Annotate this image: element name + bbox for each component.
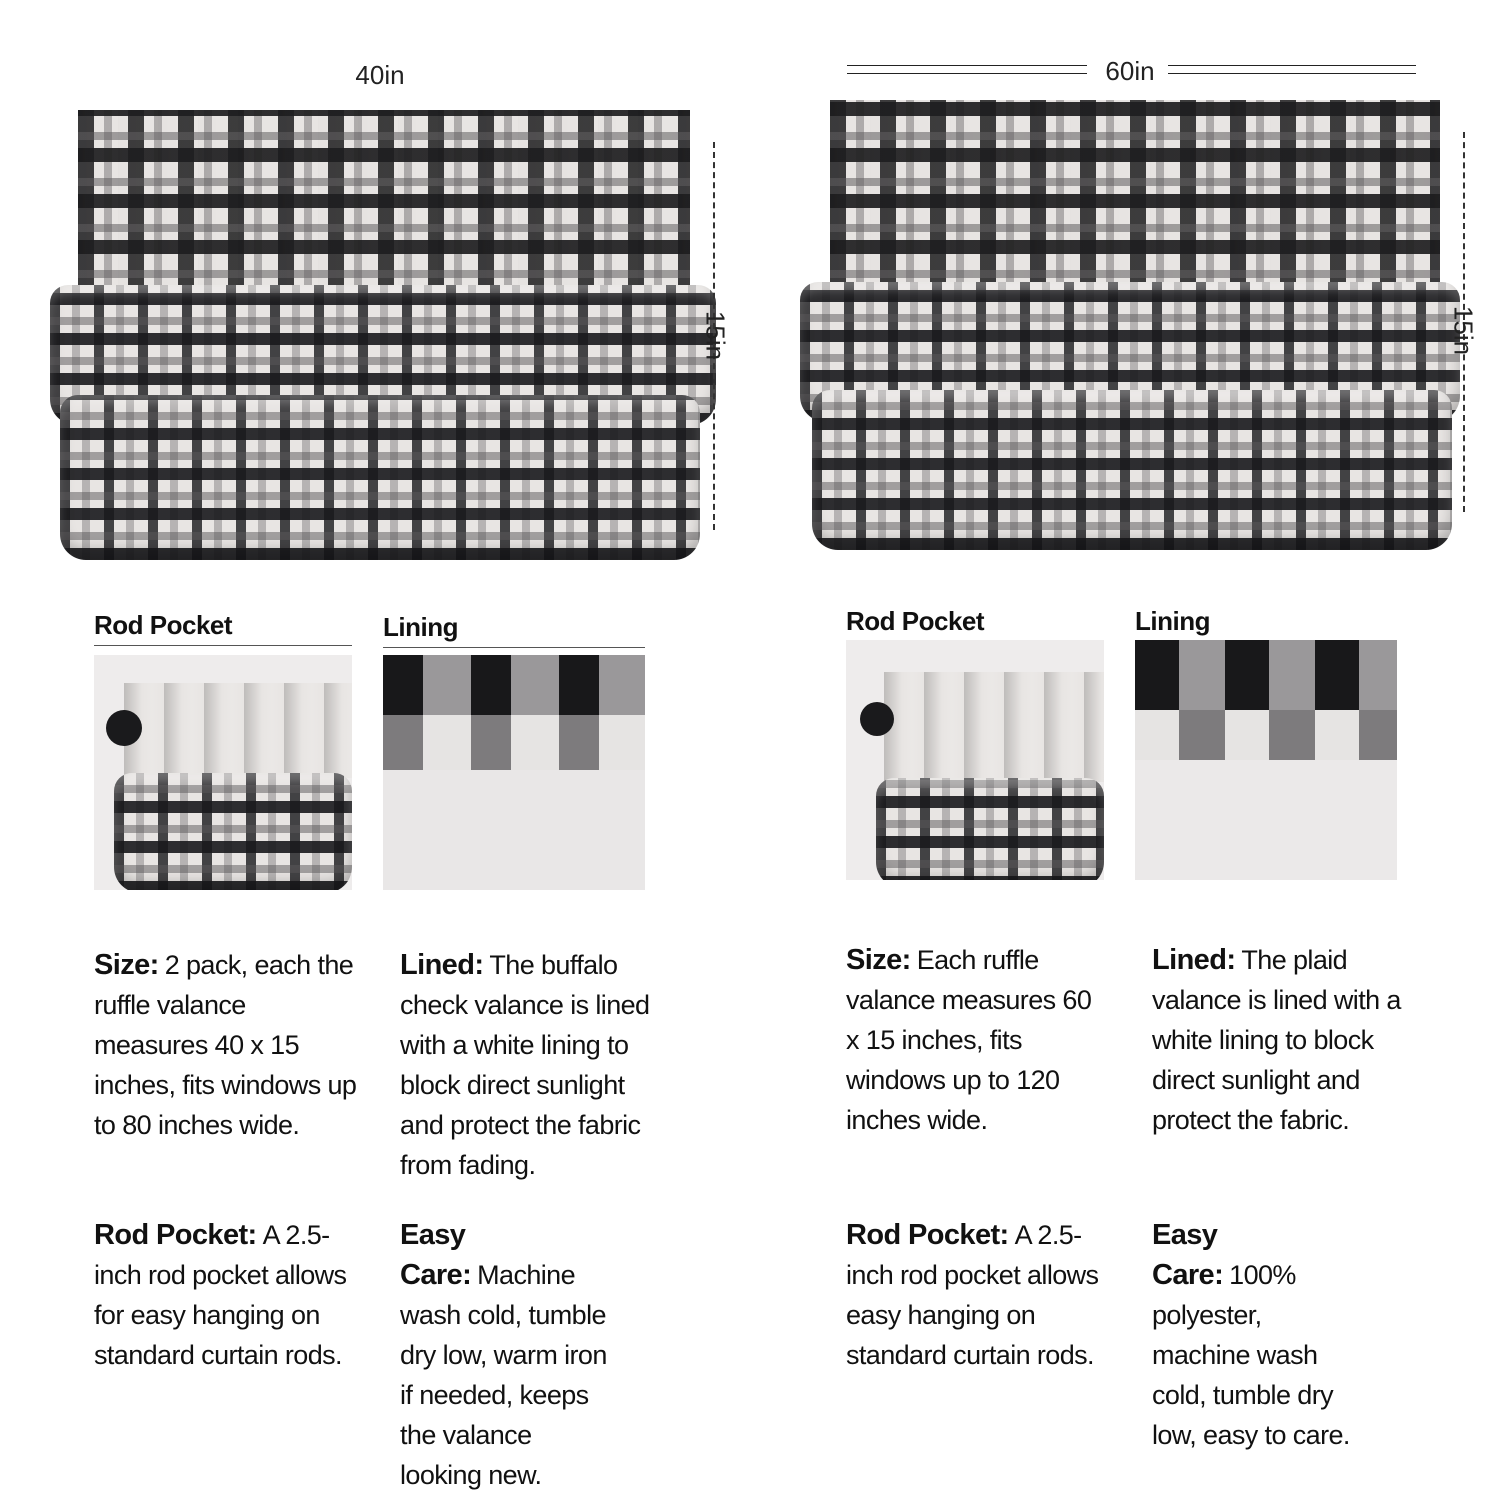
left-detail-label-lining: Lining	[383, 612, 458, 642]
rod-pocket-photo-fabric	[124, 683, 352, 778]
left-detail-rule-1	[94, 645, 352, 646]
feature-title: Rod Pocket:	[846, 1219, 1009, 1251]
right-feature-rod-pocket	[846, 1215, 1106, 1375]
rod-end-knob-icon	[106, 710, 142, 746]
left-detail-rule-2	[383, 647, 645, 648]
feature-body: 2 pack, each the ruffle valance measures 40 x 15 inches, fits windows up to 80 inches wide.	[94, 950, 357, 1140]
left-valance-body-pattern	[78, 110, 690, 300]
left-feature-size	[94, 945, 364, 1145]
feature-body: A 2.5-inch rod pocket allows for easy hanging on standard curtain rods.	[94, 1220, 347, 1370]
lining-photo	[383, 655, 645, 890]
left-detail-label-rod-pocket: Rod Pocket	[94, 610, 233, 640]
feature-title: Lined:	[1152, 944, 1236, 976]
left-height-label: 15in	[700, 310, 731, 361]
rod-pocket-photo	[94, 655, 352, 890]
lining-photo-right-light-row	[1135, 710, 1397, 760]
rod-pocket-photo-ruffle	[114, 773, 352, 890]
feature-body: The plaid valance is lined with a white lining to block direct sunlight and protect the fabric.	[1152, 945, 1401, 1135]
right-valance-body-pattern	[830, 100, 1440, 300]
right-height-label: 15in	[1448, 305, 1479, 356]
left-feature-lined	[400, 945, 660, 1185]
feature-body: 100% polyester, machine wash cold, tumble dry low, easy to care.	[1152, 1260, 1350, 1450]
right-feature-size	[846, 940, 1096, 1140]
feature-title: Easy Care:	[1152, 1219, 1224, 1291]
feature-body: Each ruffle valance measures 60 x 15 inches, fits windows up to 120 inches wide.	[846, 945, 1092, 1135]
right-detail-label-rod-pocket: Rod Pocket	[846, 606, 985, 636]
feature-title: Lined:	[400, 949, 484, 981]
feature-title: Rod Pocket:	[94, 1219, 257, 1251]
lining-photo-right	[1135, 640, 1397, 880]
feature-body: A 2.5-inch rod pocket allows easy hanging on standard curtain rods.	[846, 1220, 1099, 1370]
lining-photo-white	[383, 770, 645, 890]
left-feature-rod-pocket	[94, 1215, 354, 1375]
right-width-line-left-2	[847, 73, 1087, 74]
feature-body: Machine wash cold, tumble dry low, warm iron if needed, keeps the valance looking new.	[400, 1260, 607, 1490]
right-width-line-right-2	[1168, 73, 1416, 74]
left-feature-easy-care	[400, 1215, 610, 1495]
right-detail-label-lining: Lining	[1135, 606, 1210, 636]
rod-pocket-photo-right-fabric	[884, 672, 1104, 782]
lining-photo-check-light-row	[383, 715, 645, 770]
lining-photo-right-white	[1135, 760, 1397, 880]
right-valance-ruffle-bottom	[812, 390, 1452, 550]
right-width-line-right	[1168, 65, 1416, 66]
right-feature-easy-care	[1152, 1215, 1362, 1455]
left-valance-panel	[40, 50, 740, 570]
right-width-label: 60in	[1105, 56, 1155, 86]
feature-title: Easy Care:	[400, 1219, 472, 1291]
feature-title: Size:	[94, 949, 159, 981]
rod-pocket-photo-right	[846, 640, 1104, 880]
right-feature-lined	[1152, 940, 1417, 1140]
feature-title: Size:	[846, 944, 911, 976]
right-width-line-left	[847, 65, 1087, 66]
left-width-label: 40in	[355, 60, 405, 90]
feature-body: The buffalo check valance is lined with a white lining to block direct sunlight and protect the fabric from fading.	[400, 950, 650, 1180]
left-valance-ruffle-bottom	[60, 395, 700, 560]
rod-pocket-photo-right-ruffle	[876, 778, 1104, 880]
right-valance-panel	[790, 50, 1490, 570]
rod-end-knob-right-icon	[860, 702, 894, 736]
